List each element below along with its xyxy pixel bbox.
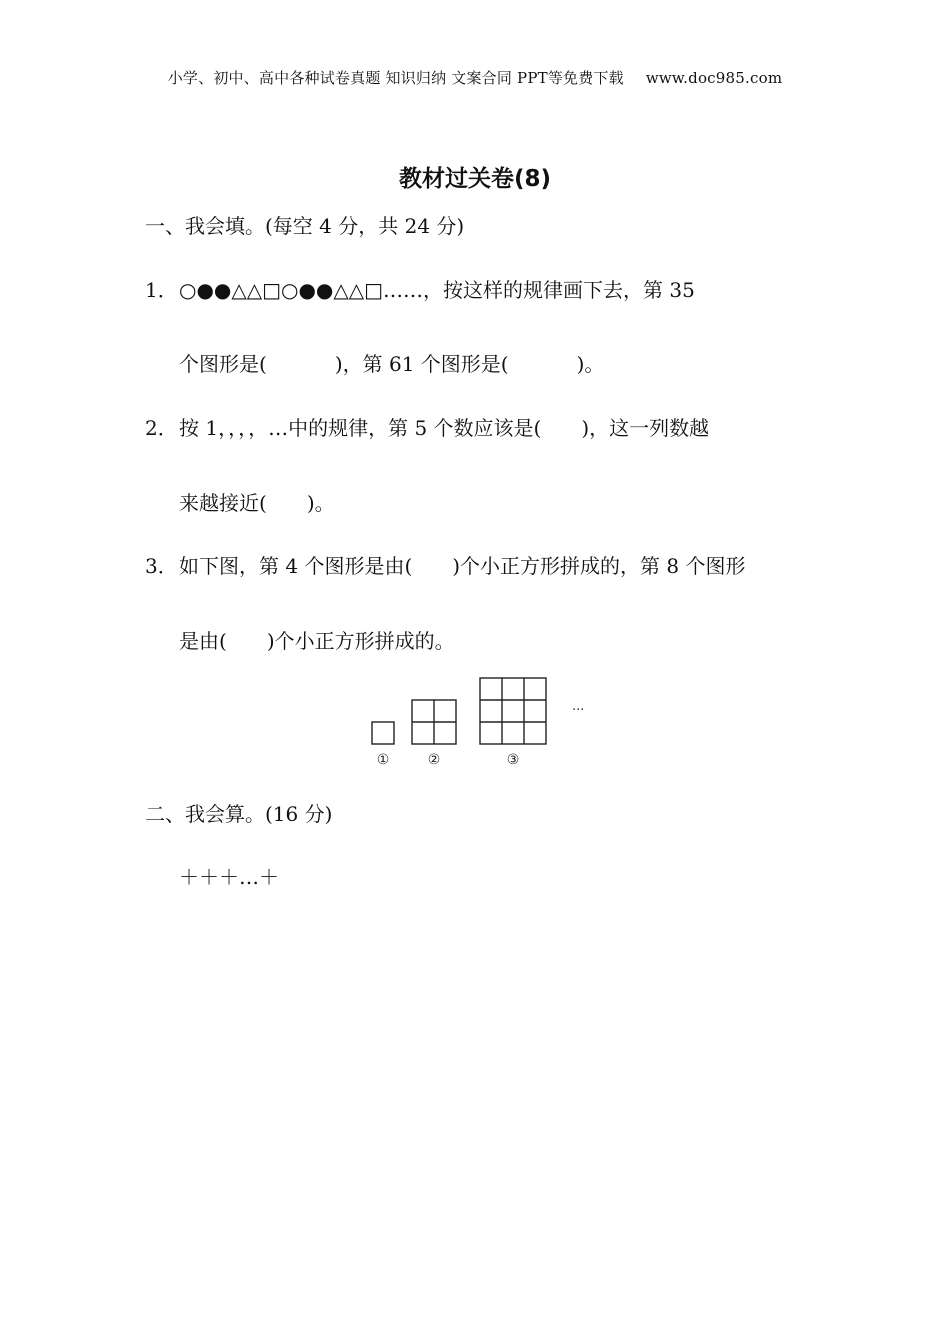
figure-3-grid bbox=[480, 678, 546, 744]
page-header bbox=[0, 67, 950, 88]
question-3-text-a: 如下图，第 4 个图形是由( bbox=[179, 554, 413, 578]
question-3-text-c: 是由( bbox=[179, 629, 227, 653]
figure-1-square bbox=[372, 722, 394, 744]
square-pattern-svg bbox=[360, 676, 600, 776]
header-url: www.doc985.com bbox=[645, 69, 783, 87]
question-1-number: 1． bbox=[145, 278, 178, 302]
question-3-line-2 bbox=[179, 627, 455, 655]
question-2-text-b: )，这一列数越 bbox=[581, 416, 710, 440]
question-3-text-d: )个小正方形拼成的。 bbox=[266, 629, 455, 653]
question-1-text-c: )。 bbox=[576, 352, 605, 376]
section2-expression: ＋＋＋…＋ bbox=[179, 865, 279, 889]
page-title: 教材过关卷(8) bbox=[398, 166, 552, 192]
question-1-text: ○●●△△□○●●△△□……，按这样的规律画下去，第 35 bbox=[179, 278, 695, 302]
question-2-line-1 bbox=[145, 414, 709, 442]
question-1-line-1 bbox=[145, 276, 695, 304]
question-1-line-2 bbox=[179, 350, 604, 378]
question-2-line-2 bbox=[179, 489, 335, 517]
square-pattern-figure bbox=[360, 676, 600, 776]
figure-label-1: ① bbox=[376, 752, 390, 768]
section2-heading: 二、我会算。(16 分) bbox=[145, 802, 333, 826]
question-3-line-1 bbox=[145, 552, 746, 580]
question-2-number: 2． bbox=[145, 416, 178, 440]
header-text: 小学、初中、高中各种试卷真题 知识归纳 文案合同 PPT等免费下载 bbox=[167, 69, 624, 87]
question-1-text-b: )，第 61 个图形是( bbox=[334, 352, 509, 376]
figure-2-grid bbox=[412, 700, 456, 744]
figure-label-2: ② bbox=[427, 752, 441, 768]
section1-heading: 一、我会填。(每空 4 分，共 24 分) bbox=[145, 214, 465, 238]
question-1-text-a: 个图形是( bbox=[179, 352, 267, 376]
question-3-number: 3． bbox=[145, 554, 178, 578]
question-3-text-b: )个小正方形拼成的，第 8 个图形 bbox=[452, 554, 746, 578]
question-2-text-c: 来越接近( bbox=[179, 491, 267, 515]
figure-label-3: ③ bbox=[506, 752, 520, 768]
question-2-text-d: )。 bbox=[306, 491, 335, 515]
figure-ellipsis: ··· bbox=[572, 703, 585, 718]
question-2-text-a: 按 1，，，，…中的规律，第 5 个数应该是( bbox=[179, 416, 542, 440]
